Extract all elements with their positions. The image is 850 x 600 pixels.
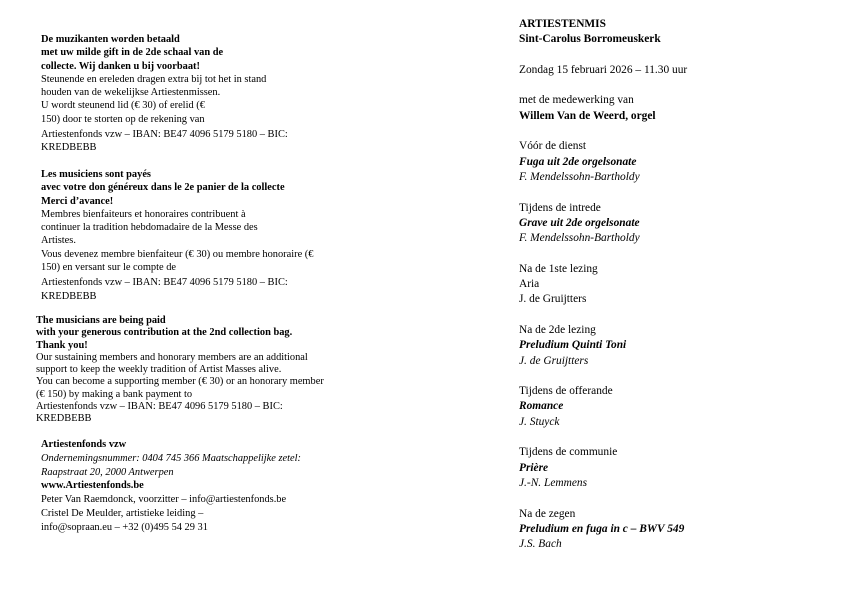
mass-programme [519,17,687,552]
english-bic-line: KREDBEBB [36,413,92,425]
program-piece: Preludium Quinti Toni [519,339,627,352]
dutch-text-line: U wordt steunend lid (€ 30) of erelid (€ [41,100,205,112]
registration-line: Ondernemingsnummer: 0404 745 366 Maatschappelijke zetel: [41,452,302,464]
artistic-director-email-phone: info@sopraan.eu – +32 (0)495 54 29 31 [41,521,208,533]
dutch-text-line: 150) door te storten op de rekening van [41,113,205,125]
program-piece: Romance [519,400,564,413]
french-heading-line: Les musiciens sont payés [41,169,151,180]
english-text-line: Our sustaining members and honorary members are an additional [36,351,308,363]
dutch-heading-line: collecte. Wij danken u bij voorbaat! [41,60,200,72]
program-composer: J. de Gruijtters [519,293,587,306]
chairman-contact: Peter Van Raemdonck, voorzitter – info@artiestenfonds.be [41,494,287,506]
program-moment: Tijdens de communie [519,446,618,459]
french-text-line: 150) en versant sur le compte de [41,262,177,274]
service-date: Zondag 15 februari 2026 – 11.30 uur [519,63,688,76]
french-text-line: Membres bienfaiteurs et honoraires contribuent à [41,208,246,220]
program-piece: Preludium en fuga in c – BWV 549 [519,522,685,535]
program-item [519,445,687,491]
program-composer: F. Mendelssohn-Bartholdy [519,232,640,245]
program-composer: J. Stuyck [519,415,560,428]
organization-info [41,438,301,535]
website-link[interactable]: www.Artiestenfonds.be [41,480,144,492]
english-notice [36,315,324,426]
program-piece: Grave uit 2de orgelsonate [519,216,640,229]
program-moment: Tijdens de offerande [519,385,613,398]
program-composer: J.S. Bach [519,538,562,551]
program-item [519,507,687,553]
english-text-line: support to keep the weekly tradition of Artist Masses alive. [36,364,282,376]
church-name: Sint-Carolus Borromeuskerk [519,33,661,46]
program-composer: J.-N. Lemmens [519,476,588,489]
program-piece: Prière [519,461,549,474]
french-text-line: Artistes. [41,235,76,247]
english-heading-line: The musicians are being paid [36,315,166,326]
cooperation-label: met de medewerking van [519,94,634,107]
french-heading-line: Merci d’avance! [41,195,114,207]
english-heading-line: Thank you! [36,339,88,351]
dutch-text-line: Steunende en ereleden dragen extra bij tot het in stand [41,73,267,85]
french-text-line: continuer la tradition hebdomadaire de la Messe des [41,222,258,234]
program-moment: Vóór de dienst [519,140,587,153]
program-item [519,384,687,430]
program-list [519,139,687,552]
program-moment: Tijdens de intrede [519,201,601,214]
program-item [519,201,687,247]
french-notice [41,168,313,303]
program-piece: Fuga uit 2de orgelsonate [519,155,637,168]
organization-name: Artiestenfonds vzw [41,439,127,450]
english-text-line: You can become a supporting member (€ 30) or an honorary member [36,376,324,388]
program-moment: Na de zegen [519,507,576,520]
program-moment: Na de 2de lezing [519,323,596,336]
program-moment: Na de 1ste lezing [519,262,598,275]
programme-title: ARTIESTENMIS [519,18,606,30]
french-heading-line: avec votre don généreux dans le 2e panier de la collecte [41,182,285,194]
dutch-notice [41,33,288,155]
english-bank-line: Artiestenfonds vzw – IBAN: BE47 4096 5179 5180 – BIC: [36,401,283,413]
program-item [519,323,687,369]
program-piece: Aria [519,278,540,291]
english-heading-line: with your generous contribution at the 2nd collection bag. [36,327,293,339]
dutch-bic-line: KREDBEBB [41,142,97,154]
dutch-heading-line: De muzikanten worden betaald [41,34,180,45]
program-composer: F. Mendelssohn-Bartholdy [519,170,640,183]
performer-name: Willem Van de Weerd, orgel [519,109,656,122]
french-bank-line: Artiestenfonds vzw – IBAN: BE47 4096 5179 5180 – BIC: [41,277,288,289]
dutch-heading-line: met uw milde gift in de 2de schaal van de [41,47,224,59]
dutch-bank-line: Artiestenfonds vzw – IBAN: BE47 4096 5179 5180 – BIC: [41,129,288,141]
program-item [519,262,687,308]
english-text-line: (€ 150) by making a bank payment to [36,388,193,400]
program-item [519,139,687,185]
artistic-director-contact: Cristel De Meulder, artistieke leiding – [41,507,204,519]
french-text-line: Vous devenez membre bienfaiteur (€ 30) ou membre honoraire (€ [41,248,314,260]
registered-address: Raapstraat 20, 2000 Antwerpen [41,466,174,478]
dutch-text-line: houden van de wekelijkse Artiestenmissen. [41,87,221,99]
french-bic-line: KREDBEBB [41,290,97,302]
program-composer: J. de Gruijtters [519,354,589,367]
